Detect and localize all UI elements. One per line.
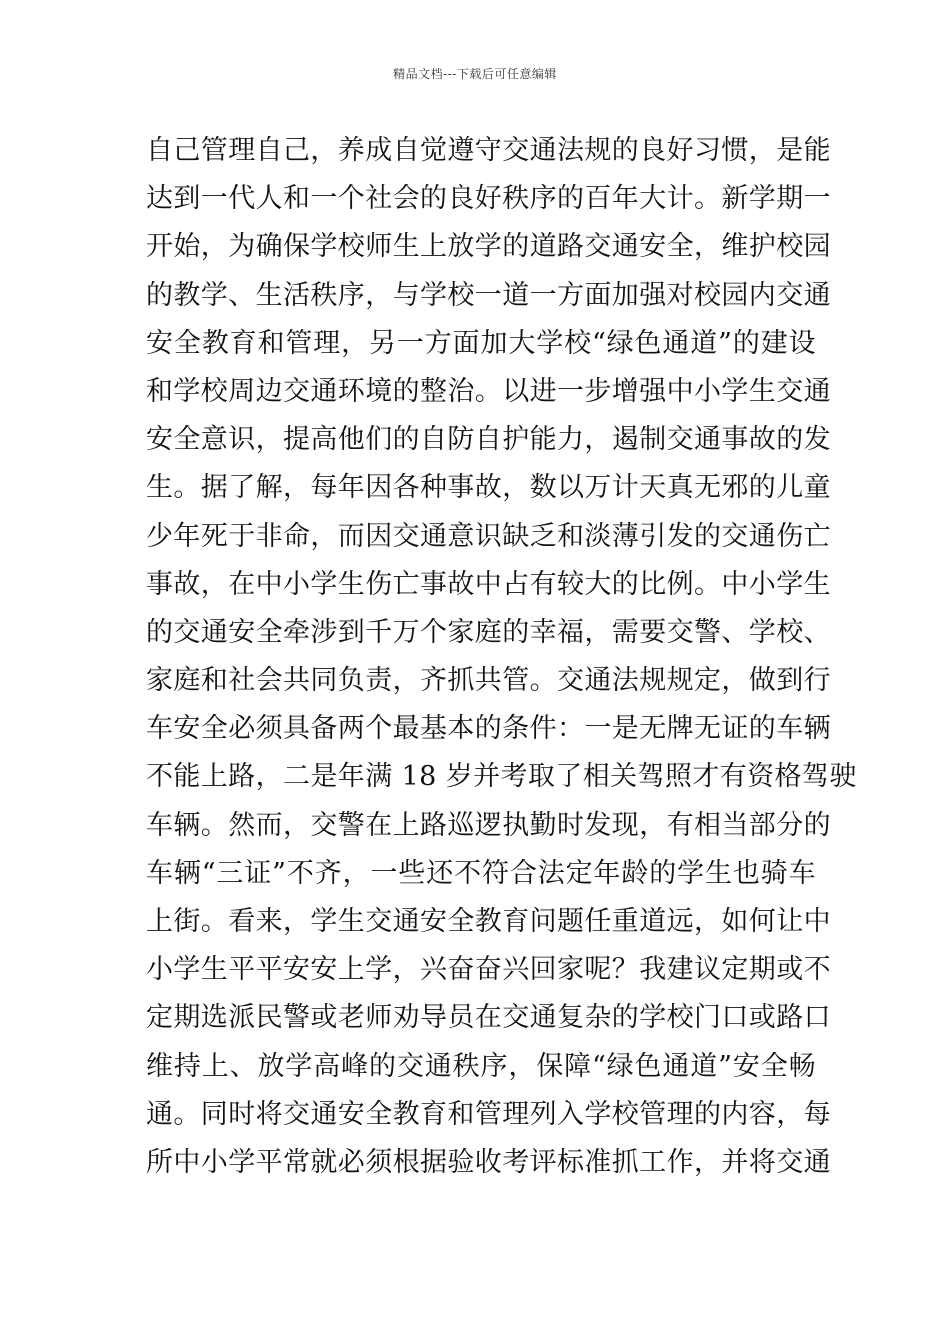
text-line: 安全意识，提高他们的自防自护能力，遏制交通事故的发 <box>146 424 831 456</box>
text-line: 车辆。然而，交警在上路巡逻执勤时发现，有相当部分的 <box>146 809 831 841</box>
text-line: 自己管理自己，养成自觉遵守交通法规的良好习惯，是能 <box>146 135 831 166</box>
text-line: 不能上路，二是年满 18 岁并考取了相关驾照才有资格驾驶 <box>146 761 857 793</box>
text-line: 所中小学平常就必须根据验收考评标准抓工作，并将交通 <box>146 1146 831 1178</box>
text-line: 家庭和社会共同负责，齐抓共管。交通法规规定，做到行 <box>146 665 831 697</box>
page-header: 精品文档---下载后可任意编辑 <box>393 67 557 81</box>
text-line: 和学校周边交通环境的整治。以进一步增强中小学生交通 <box>146 375 831 407</box>
text-line: 小学生平平安安上学，兴奋奋兴回家呢？我建议定期或不 <box>146 954 831 986</box>
text-line: 的交通安全牵涉到千万个家庭的幸福，需要交警、学校、 <box>146 616 831 648</box>
text-line: 车辆“三证”不齐，一些还不符合法定年龄的学生也骑车 <box>146 857 816 889</box>
document-body <box>146 131 857 1191</box>
text-line: 的教学、生活秩序，与学校一道一方面加强对校园内交通 <box>146 279 831 311</box>
text-line: 安全教育和管理，另一方面加大学校“绿色通道”的建设 <box>146 327 816 359</box>
text-line: 车安全必须具备两个最基本的条件：一是无牌无证的车辆 <box>146 713 831 745</box>
text-line: 事故，在中小学生伤亡事故中占有较大的比例。中小学生 <box>146 568 831 600</box>
text-line: 生。据了解，每年因各种事故，数以万计天真无邪的儿童 <box>146 472 831 504</box>
text-line: 定期选派民警或老师劝导员在交通复杂的学校门口或路口 <box>146 1002 831 1034</box>
text-line: 通。同时将交通安全教育和管理列入学校管理的内容，每 <box>146 1098 831 1130</box>
text-line: 上街。看来，学生交通安全教育问题任重道远，如何让中 <box>146 906 831 937</box>
text-line: 维持上、放学高峰的交通秩序，保障“绿色通道”安全畅 <box>146 1050 816 1082</box>
text-line: 达到一代人和一个社会的良好秩序的百年大计。新学期一 <box>146 183 831 215</box>
text-line: 少年死于非命，而因交通意识缺乏和淡薄引发的交通伤亡 <box>146 520 831 552</box>
text-line: 开始，为确保学校师生上放学的道路交通安全，维护校园 <box>146 231 831 263</box>
